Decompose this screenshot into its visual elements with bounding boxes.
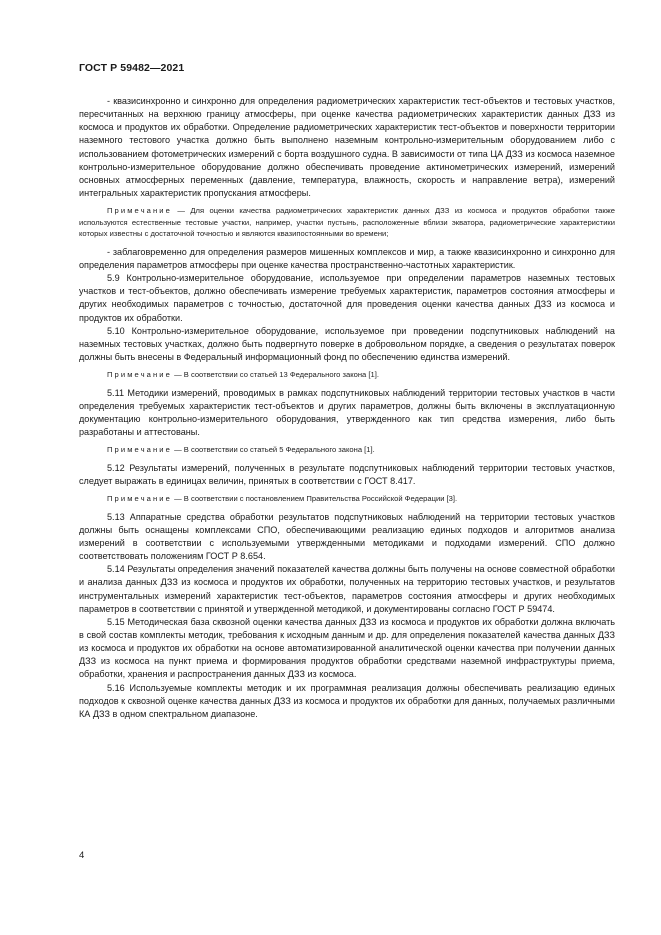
paragraph-advance: - заблаговременно для определения размеров мишенных комплексов и мир, а также квазисинхронно и синхронно для определения параметров атмосферы при оценке качества пространственно-частотных характеристик.: [79, 246, 615, 270]
page-number: 4: [79, 850, 85, 861]
note-1: [79, 205, 615, 240]
note-text: Для оценки качества радиометрических характеристик данных ДЗЗ из космоса и продуктов обработки также используются естественные тестовые участки, например, участки пустынь, расположенные вблизи экватора, радиометрические характеристики которых известны с достаточной точностью и являются квазипостоянными во времени;: [79, 206, 615, 239]
note-label: Примечание: [107, 494, 172, 504]
note-text: В соответствии со статьей 13 Федерального закона [1].: [183, 370, 379, 380]
paragraph-5-10: 5.10 Контрольно-измерительное оборудование, используемое при проведении подспутниковых наблюдений на наземных тестовых участках, должно быть подвергнуто поверке в добровольном порядке, а сведения о результатах поверок должны быть внесены в Федеральный информационный фонд по обеспечению единства измерений.: [79, 325, 615, 362]
paragraph-5-15: 5.15 Методическая база сквозной оценки качества данных ДЗЗ из космоса и продуктов их обработки должна включать в свой состав комплекты методик, требования к исходным данным и др. для определения показателей качества данных ДЗЗ из космоса и продуктов их обработки на основе автоматизированной аналитической оценки качества при получении данных ДЗЗ из космоса на пункт приема и формирования продуктов обработки средствами наземной инфраструктуры приема, обработки, хранения и распространения данных ДЗЗ из космоса.: [79, 616, 615, 680]
note-dash: —: [171, 494, 184, 504]
note-3: [79, 444, 615, 456]
paragraph-5-11: 5.11 Методики измерений, проводимых в рамках подспутниковых наблюдений территории тестовых участков в части определения требуемых характеристик тест-объектов и других параметров, должны быть включены в эксплуатационную документацию контрольно-измерительного оборудования, утвержденного как тип средства измерения, либо быть разработаны и аттестованы.: [79, 387, 615, 438]
note-4: [79, 493, 615, 505]
note-label: Примечание: [107, 370, 172, 380]
note-label: Примечание: [107, 206, 172, 216]
paragraph-5-13: 5.13 Аппаратные средства обработки результатов подспутниковых наблюдений на территории тестовых участков должны быть оснащены комплексами СПО, обеспечивающими реализацию единых подходов и алгоритмов анализа измерений в соответствии с используемыми утвержденными методиками и подходами измерений. СПО должно соответствовать положениям ГОСТ Р 8.654.: [79, 511, 615, 562]
standard-header: ГОСТ Р 59482—2021: [79, 62, 185, 74]
page-content: [79, 95, 615, 721]
paragraph-5-12: 5.12 Результаты измерений, полученных в результате подспутниковых наблюдений территории тестовых участков, следует выражать в единицах величин, принятых в соответствии с ГОСТ 8.417.: [79, 462, 615, 486]
note-dash: —: [171, 206, 191, 216]
paragraph-5-14: 5.14 Результаты определения значений показателей качества должны быть получены на основе совместной обработки и анализа данных ДЗЗ из космоса и продуктов их обработки, полученных на территорию тестовых участков, и результатов инструментальных измерений характеристик тест-объектов, параметров состояния атмосферы и других необходимых параметров в соответствии с принятой и утвержденной методикой, и документированы согласно ГОСТ Р 59474.: [79, 564, 615, 614]
note-dash: —: [171, 370, 184, 380]
note-2: [79, 369, 615, 381]
paragraph-5-9: 5.9 Контрольно-измерительное оборудование, используемое при определении параметров наземных тестовых участков и тест-объектов, должно обеспечивать измерение требуемых характеристик, параметров состояния атмосферы и других необходимых параметров с точностью, достаточной для проведения оценки качества данных ДЗЗ из космоса и продуктов их обработки.: [79, 273, 615, 323]
note-text: В соответствии со статьей 5 Федерального закона [1].: [183, 445, 375, 455]
paragraph-quasi-synchronous: - квазисинхронно и синхронно для определения радиометрических характеристик тест-объектов и тестовых участков, пересчитанных на верхнюю границу атмосферы, при оценке качества радиометрических характеристик данных ДЗЗ из космоса и продуктов их обработки. Определение радиометрических характеристик тест-объектов и поверхности территории наземного тестового участка должно быть выполнено наземным контрольно-измерительным оборудованием либо с использованием фотометрических измерений с борта воздушного судна. В зависимости от типа ЦА ДЗЗ из космоса наземное контрольно-измерительное оборудование должно обеспечивать проведение актинометрических измерений, измерений основных атмосферных переменных (давление, температура, влажность, скорость и направление ветра), измерений интегральных характеристик пропускания атмосферы.: [79, 96, 615, 199]
note-text: В соответствии с постановлением Правительства Российской Федерации [3].: [183, 494, 458, 504]
note-dash: —: [171, 445, 184, 455]
note-label: Примечание: [107, 445, 172, 455]
paragraph-5-16: 5.16 Используемые комплекты методик и их программная реализация должны обеспечивать реализацию единых подходов к сквозной оценке качества данных ДЗЗ из космоса и продуктов их обработки для данных, получаемых различными КА ДЗЗ в одном спектральном диапазоне.: [79, 682, 615, 719]
